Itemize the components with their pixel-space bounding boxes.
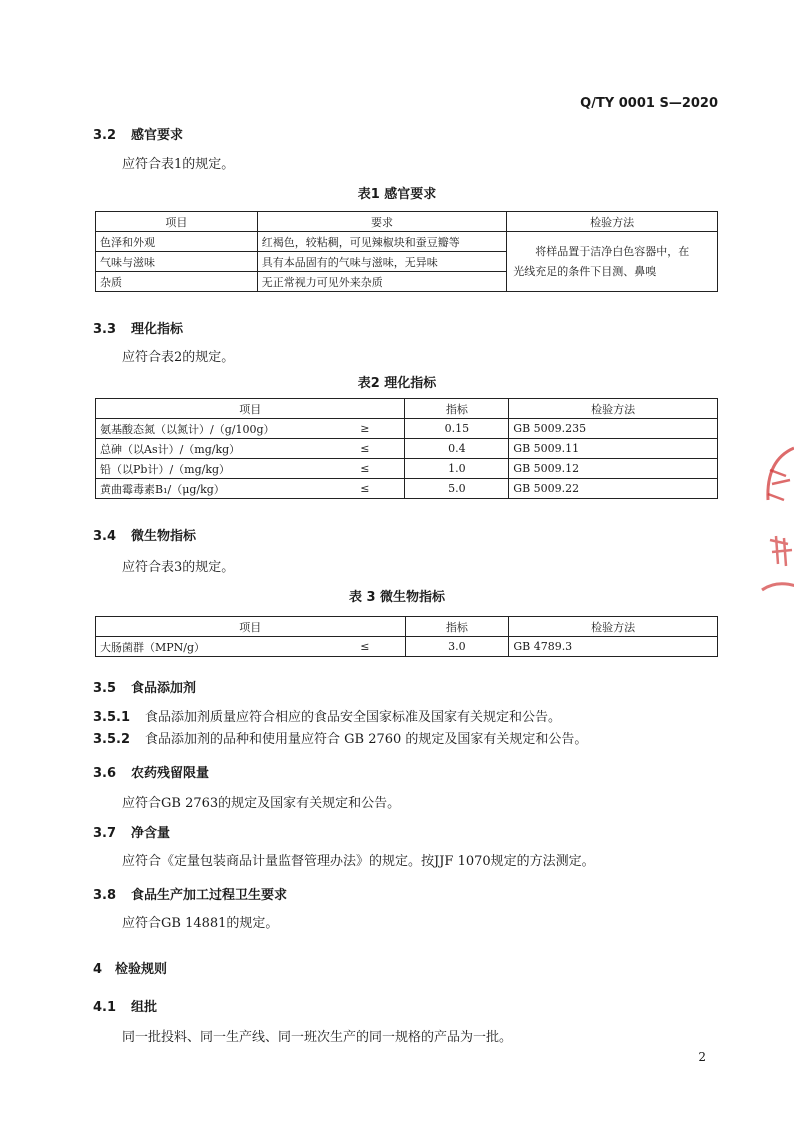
section-3-7-text: 应符合《定量包装商品计量监督管理办法》的规定。按JJF 1070规定的方法测定。 xyxy=(122,854,595,869)
comparator-cell: ≤ xyxy=(325,637,405,657)
section-3-4-text: 应符合表3的规定。 xyxy=(122,560,235,575)
requirement-cell: 无正常视力可见外来杂质 xyxy=(257,272,507,292)
section-number: 3.7 xyxy=(93,826,117,841)
table-row xyxy=(96,439,718,459)
method-line: 光线充足的条件下目测、鼻嗅 xyxy=(513,264,657,278)
table-header-row xyxy=(96,212,718,232)
section-title: 微生物指标 xyxy=(131,529,197,544)
document-code: Q/TY 0001 S—2020 xyxy=(580,96,718,111)
table-row xyxy=(96,419,718,439)
item-cell: 氨基酸态氮（以氮计）/（g/100g） xyxy=(96,419,326,439)
method-cell: GB 4789.3 xyxy=(509,637,718,657)
section-number: 3.5 xyxy=(93,681,117,696)
section-title: 净含量 xyxy=(131,826,171,841)
clause-3-5-2 xyxy=(93,728,587,747)
comparator-cell: ≤ xyxy=(325,479,405,499)
clause-text: 食品添加剂的品种和使用量应符合 GB 2760 的规定及国家有关规定和公告。 xyxy=(145,732,588,747)
method-cell: GB 5009.235 xyxy=(509,419,718,439)
clause-number: 3.5.2 xyxy=(93,732,131,747)
section-number: 3.4 xyxy=(93,529,117,544)
section-title: 农药残留限量 xyxy=(131,766,210,781)
item-cell: 气味与滋味 xyxy=(96,252,258,272)
section-title: 食品生产加工过程卫生要求 xyxy=(131,888,288,903)
header-cell: 检验方法 xyxy=(507,212,718,232)
seal-stamp xyxy=(756,440,794,600)
item-cell: 杂质 xyxy=(96,272,258,292)
item-cell: 铅（以Pb计）/（mg/kg） xyxy=(96,459,326,479)
value-cell: 0.15 xyxy=(405,419,509,439)
header-cell: 检验方法 xyxy=(509,399,718,419)
section-title: 理化指标 xyxy=(131,322,184,337)
section-3-3-heading xyxy=(93,318,183,337)
section-number: 4 xyxy=(93,962,103,977)
section-title: 食品添加剂 xyxy=(131,681,197,696)
section-number: 3.6 xyxy=(93,766,117,781)
section-title: 检验规则 xyxy=(115,962,168,977)
header-cell: 指标 xyxy=(405,617,509,637)
value-cell: 0.4 xyxy=(405,439,509,459)
method-cell xyxy=(507,232,718,292)
clause-number: 3.5.1 xyxy=(93,710,131,725)
comparator-cell: ≤ xyxy=(325,439,405,459)
section-3-6-heading xyxy=(93,762,209,781)
table-1-caption: 表1 感官要求 xyxy=(357,187,437,202)
table-row xyxy=(96,232,718,252)
section-4-heading xyxy=(93,958,167,977)
section-3-6-text: 应符合GB 2763的规定及国家有关规定和公告。 xyxy=(122,796,401,811)
section-3-8-heading xyxy=(93,884,287,903)
table-header-row xyxy=(96,617,718,637)
item-cell: 大肠菌群（MPN/g） xyxy=(96,637,326,657)
section-3-7-heading xyxy=(93,822,170,841)
value-cell: 1.0 xyxy=(405,459,509,479)
header-cell: 项目 xyxy=(96,617,406,637)
section-4-1-heading xyxy=(93,996,157,1015)
value-cell: 3.0 xyxy=(405,637,509,657)
item-cell: 黄曲霉毒素B₁/（μg/kg） xyxy=(96,479,326,499)
value-cell: 5.0 xyxy=(405,479,509,499)
method-cell: GB 5009.11 xyxy=(509,439,718,459)
method-cell: GB 5009.22 xyxy=(509,479,718,499)
table-row xyxy=(96,637,718,657)
clause-3-5-1 xyxy=(93,706,561,725)
section-number: 3.3 xyxy=(93,322,117,337)
header-cell: 检验方法 xyxy=(509,617,718,637)
table-1 xyxy=(95,211,718,292)
item-cell: 色泽和外观 xyxy=(96,232,258,252)
header-cell: 项目 xyxy=(96,212,258,232)
section-3-3-text: 应符合表2的规定。 xyxy=(122,350,235,365)
header-cell: 项目 xyxy=(96,399,405,419)
table-3-caption: 表 3 微生物指标 xyxy=(348,590,446,605)
method-cell: GB 5009.12 xyxy=(509,459,718,479)
section-number: 3.8 xyxy=(93,888,117,903)
clause-text: 食品添加剂质量应符合相应的食品安全国家标准及国家有关规定和公告。 xyxy=(145,710,562,725)
page-number: 2 xyxy=(698,1050,706,1064)
table-3 xyxy=(95,616,718,657)
table-row xyxy=(96,479,718,499)
method-line: 将样品置于洁净白色容器中，在 xyxy=(535,244,690,258)
requirement-cell: 红褐色，较粘稠，可见辣椒块和蚕豆瓣等 xyxy=(257,232,507,252)
header-cell: 要求 xyxy=(257,212,507,232)
section-4-1-text: 同一批投料、同一生产线、同一班次生产的同一规格的产品为一批。 xyxy=(122,1030,513,1045)
table-2 xyxy=(95,398,718,499)
section-title: 感官要求 xyxy=(131,128,184,143)
comparator-cell: ≤ xyxy=(325,459,405,479)
table-header-row xyxy=(96,399,718,419)
table-row xyxy=(96,459,718,479)
header-cell: 指标 xyxy=(405,399,509,419)
requirement-cell: 具有本品固有的气味与滋味，无异味 xyxy=(257,252,507,272)
table-2-caption: 表2 理化指标 xyxy=(357,376,437,391)
comparator-cell: ≥ xyxy=(325,419,405,439)
section-3-4-heading xyxy=(93,525,196,544)
section-3-8-text: 应符合GB 14881的规定。 xyxy=(122,916,279,931)
item-cell: 总砷（以As计）/（mg/kg） xyxy=(96,439,326,459)
section-title: 组批 xyxy=(131,1000,158,1015)
section-number: 3.2 xyxy=(93,128,117,143)
section-3-2-text: 应符合表1的规定。 xyxy=(122,157,235,172)
section-3-5-heading xyxy=(93,677,196,696)
section-number: 4.1 xyxy=(93,1000,117,1015)
section-3-2-heading xyxy=(93,124,183,143)
